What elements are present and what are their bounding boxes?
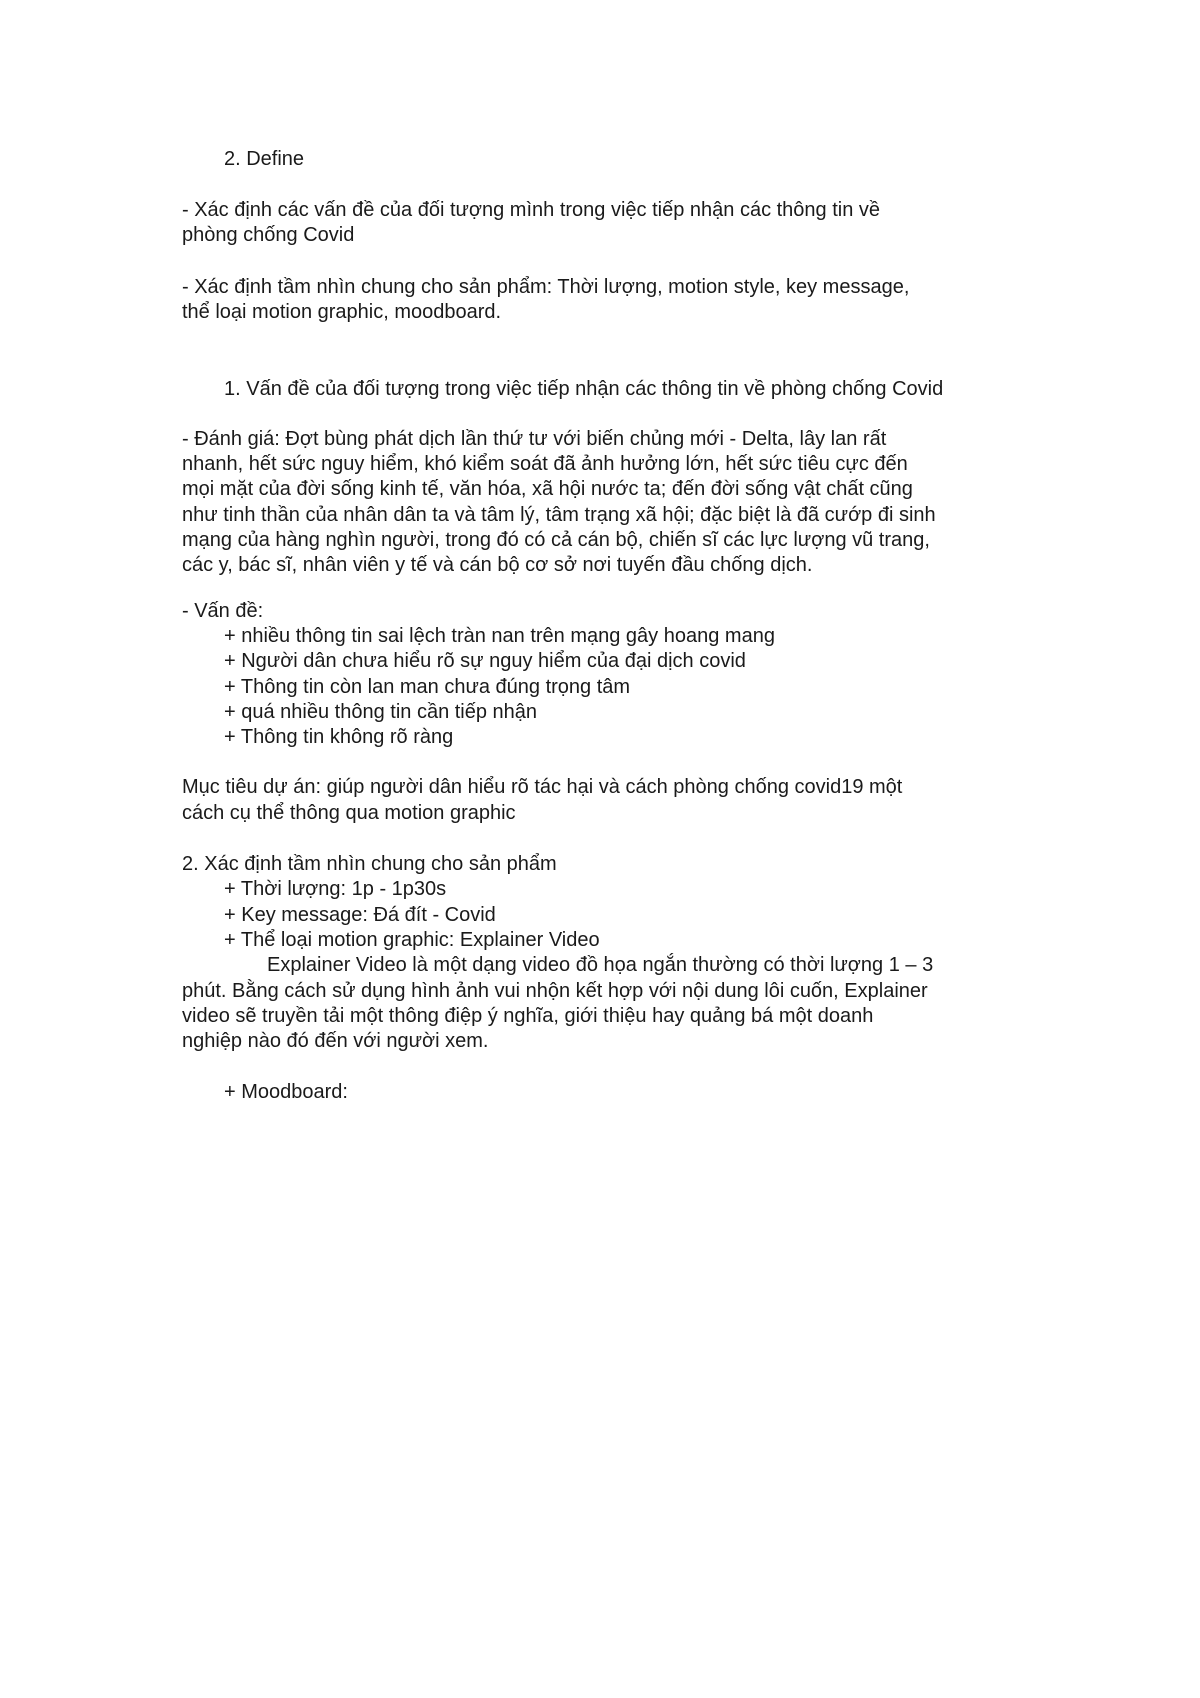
- problem-item-2: + Người dân chưa hiểu rõ sự nguy hiểm của đại dịch covid: [224, 650, 746, 672]
- problem-item-5: + Thông tin không rõ ràng: [224, 726, 454, 748]
- goal-line-2: cách cụ thể thông qua motion graphic: [182, 802, 516, 824]
- problems-label: - Vấn đề:: [182, 600, 264, 622]
- section-2-title: 2. Xác định tầm nhìn chung cho sản phẩm: [182, 853, 557, 875]
- assessment-line-4: như tinh thần của nhân dân ta và tâm lý, tâm trạng xã hội; đặc biệt là đã cướp đi sinh: [182, 504, 936, 526]
- moodboard-item: + Moodboard:: [224, 1081, 348, 1103]
- intro-bullet-2-line-1: - Xác định tầm nhìn chung cho sản phẩm: Thời lượng, motion style, key message,: [182, 276, 910, 298]
- assessment-line-1: - Đánh giá: Đợt bùng phát dịch lần thứ tư với biến chủng mới - Delta, lây lan rất: [182, 428, 887, 450]
- assessment-line-3: mọi mặt của đời sống kinh tế, văn hóa, xã hội nước ta; đến đời sống vật chất cũng: [182, 478, 913, 500]
- assessment-line-2: nhanh, hết sức nguy hiểm, khó kiểm soát đã ảnh hưởng lớn, hết sức tiêu cực đến: [182, 453, 908, 475]
- section-2-item-2: + Key message: Đá đít - Covid: [224, 904, 496, 926]
- explainer-line-2: phút. Bằng cách sử dụng hình ảnh vui nhộn kết hợp với nội dung lôi cuốn, Explainer: [182, 980, 928, 1002]
- explainer-line-4: nghiệp nào đó đến với người xem.: [182, 1030, 489, 1052]
- section-1-title: 1. Vấn đề của đối tượng trong việc tiếp nhận các thông tin về phòng chống Covid: [224, 378, 944, 400]
- assessment-line-6: các y, bác sĩ, nhân viên y tế và cán bộ cơ sở nơi tuyến đầu chống dịch.: [182, 554, 813, 576]
- intro-bullet-1-line-2: phòng chống Covid: [182, 224, 355, 246]
- assessment-line-5: mạng của hàng nghìn người, trong đó có cả cán bộ, chiến sĩ các lực lượng vũ trang,: [182, 529, 930, 551]
- explainer-line-1: Explainer Video là một dạng video đồ họa ngắn thường có thời lượng 1 – 3: [267, 954, 934, 976]
- intro-bullet-2-line-2: thể loại motion graphic, moodboard.: [182, 301, 502, 323]
- explainer-line-3: video sẽ truyền tải một thông điệp ý nghĩa, giới thiệu hay quảng bá một doanh: [182, 1005, 874, 1027]
- goal-line-1: Mục tiêu dự án: giúp người dân hiểu rõ tác hại và cách phòng chống covid19 một: [182, 776, 903, 798]
- section-2-item-3: + Thể loại motion graphic: Explainer Video: [224, 929, 600, 951]
- intro-bullet-1-line-1: - Xác định các vấn đề của đối tượng mình trong việc tiếp nhận các thông tin về: [182, 199, 881, 221]
- problem-item-4: + quá nhiều thông tin cần tiếp nhận: [224, 701, 538, 723]
- problem-item-3: + Thông tin còn lan man chưa đúng trọng tâm: [224, 676, 631, 698]
- section-2-item-1: + Thời lượng: 1p - 1p30s: [224, 878, 447, 900]
- problem-item-1: + nhiều thông tin sai lệch tràn nan trên mạng gây hoang mang: [224, 625, 775, 647]
- heading-define: 2. Define: [224, 148, 305, 170]
